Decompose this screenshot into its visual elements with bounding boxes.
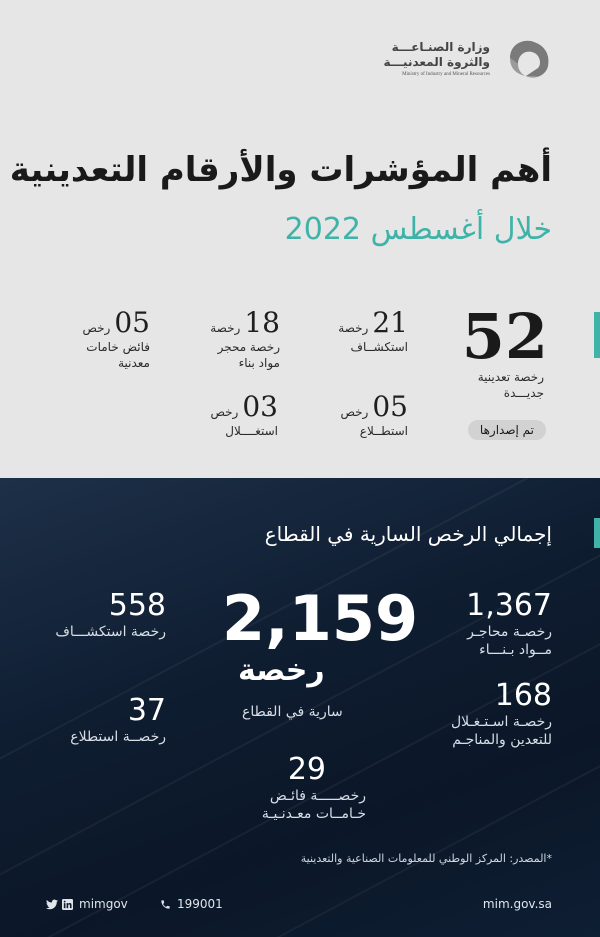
page-title: أهم المؤشرات والأرقام التعدينية: [9, 150, 552, 190]
footer-social[interactable]: [46, 897, 128, 911]
logo-line-2: والثروة المعدنيـــة: [383, 55, 490, 69]
stat-desc-2: معدنية: [118, 356, 150, 370]
phone-icon: [160, 899, 171, 910]
sector-stat-exploitation: [402, 678, 552, 749]
sector-total-number: 2,159: [222, 582, 419, 655]
stat-number: 558: [108, 588, 166, 623]
stat-desc-2: خـامــات معـدنـيـة: [261, 806, 366, 822]
stat-number: 05: [372, 390, 408, 423]
accent-bar-top: [594, 312, 600, 358]
issued-pill: تم إصدارها: [468, 420, 546, 440]
monthly-stat-quarry: [190, 306, 280, 371]
sector-stat-surplus: [226, 752, 366, 823]
sector-total-desc: سارية في القطاع: [242, 704, 343, 720]
stat-desc: استغــــلال: [225, 424, 278, 438]
stat-unit: رخصة: [338, 321, 369, 335]
stat-desc: استكشــاف: [350, 340, 408, 354]
footer-phone[interactable]: [160, 897, 223, 911]
page-subtitle: خلال أغسطس 2022: [284, 212, 552, 247]
sector-stat-reconnaissance: [36, 693, 166, 746]
monthly-stat-exploration: [328, 306, 408, 355]
stat-desc: رخصـــــة فائـض: [269, 788, 366, 804]
stat-number: 03: [242, 390, 278, 423]
logo-line-1: وزارة الصنـاعـــة: [391, 40, 490, 54]
ministry-logo-icon: [504, 34, 554, 82]
stat-desc: رخصة استكشـــاف: [55, 624, 166, 640]
stat-number: 29: [287, 752, 326, 787]
sector-total-unit: رخصة: [238, 653, 325, 688]
sector-stat-exploration: [36, 588, 166, 641]
stat-desc: رخصــة استطلاع: [70, 729, 166, 745]
stat-desc: رخصـة محاجـر: [467, 624, 552, 640]
ministry-logo-text: [383, 40, 490, 77]
stat-desc-2: للتعدين والمناجـم: [452, 732, 552, 748]
linkedin-icon[interactable]: [62, 899, 73, 910]
accent-bar-bottom: [594, 518, 600, 548]
monthly-total-label-line2: جديـــدة: [503, 386, 544, 400]
stat-number: 168: [494, 678, 552, 713]
stat-desc: رخصة محجر: [217, 340, 280, 354]
stat-desc: استطــلاع: [359, 424, 408, 438]
stat-unit: رخص: [210, 405, 239, 419]
stat-number: 05: [114, 306, 150, 339]
stat-number: 1,367: [466, 588, 552, 623]
source-note: *المصدر: المركز الوطني للمعلومات الصناعية والتعدينية: [300, 852, 552, 865]
stat-number: 37: [127, 693, 166, 728]
stat-unit: رخص: [340, 405, 369, 419]
stat-desc-2: مواد بناء: [238, 356, 280, 370]
stat-number: 21: [372, 306, 408, 339]
stat-desc-2: مــواد بـنـــاء: [479, 642, 552, 658]
sector-stat-quarries: [402, 588, 552, 659]
stat-number: 18: [244, 306, 280, 339]
monthly-stat-exploitation: [198, 390, 278, 439]
phone-number[interactable]: 199001: [177, 897, 223, 911]
monthly-stat-surplus: [60, 306, 150, 371]
stat-unit: رخص: [82, 321, 111, 335]
monthly-total-number: 52: [461, 300, 548, 373]
monthly-total-label-line1: رخصة تعدينية: [477, 370, 544, 384]
twitter-icon[interactable]: [46, 899, 58, 910]
stat-desc: رخصـة اسـتـغـلال: [450, 714, 552, 730]
logo-english: Ministry of Industry and Mineral Resources: [402, 72, 490, 77]
stat-desc: فائض خامات: [86, 340, 150, 354]
social-handle[interactable]: mimgov: [79, 897, 128, 911]
sector-title: إجمالي الرخص السارية في القطاع: [264, 522, 552, 546]
stat-unit: رخصة: [210, 321, 241, 335]
monthly-stat-reconnaissance: [328, 390, 408, 439]
footer-website[interactable]: mim.gov.sa: [482, 897, 552, 911]
monthly-total-label: [444, 369, 544, 401]
